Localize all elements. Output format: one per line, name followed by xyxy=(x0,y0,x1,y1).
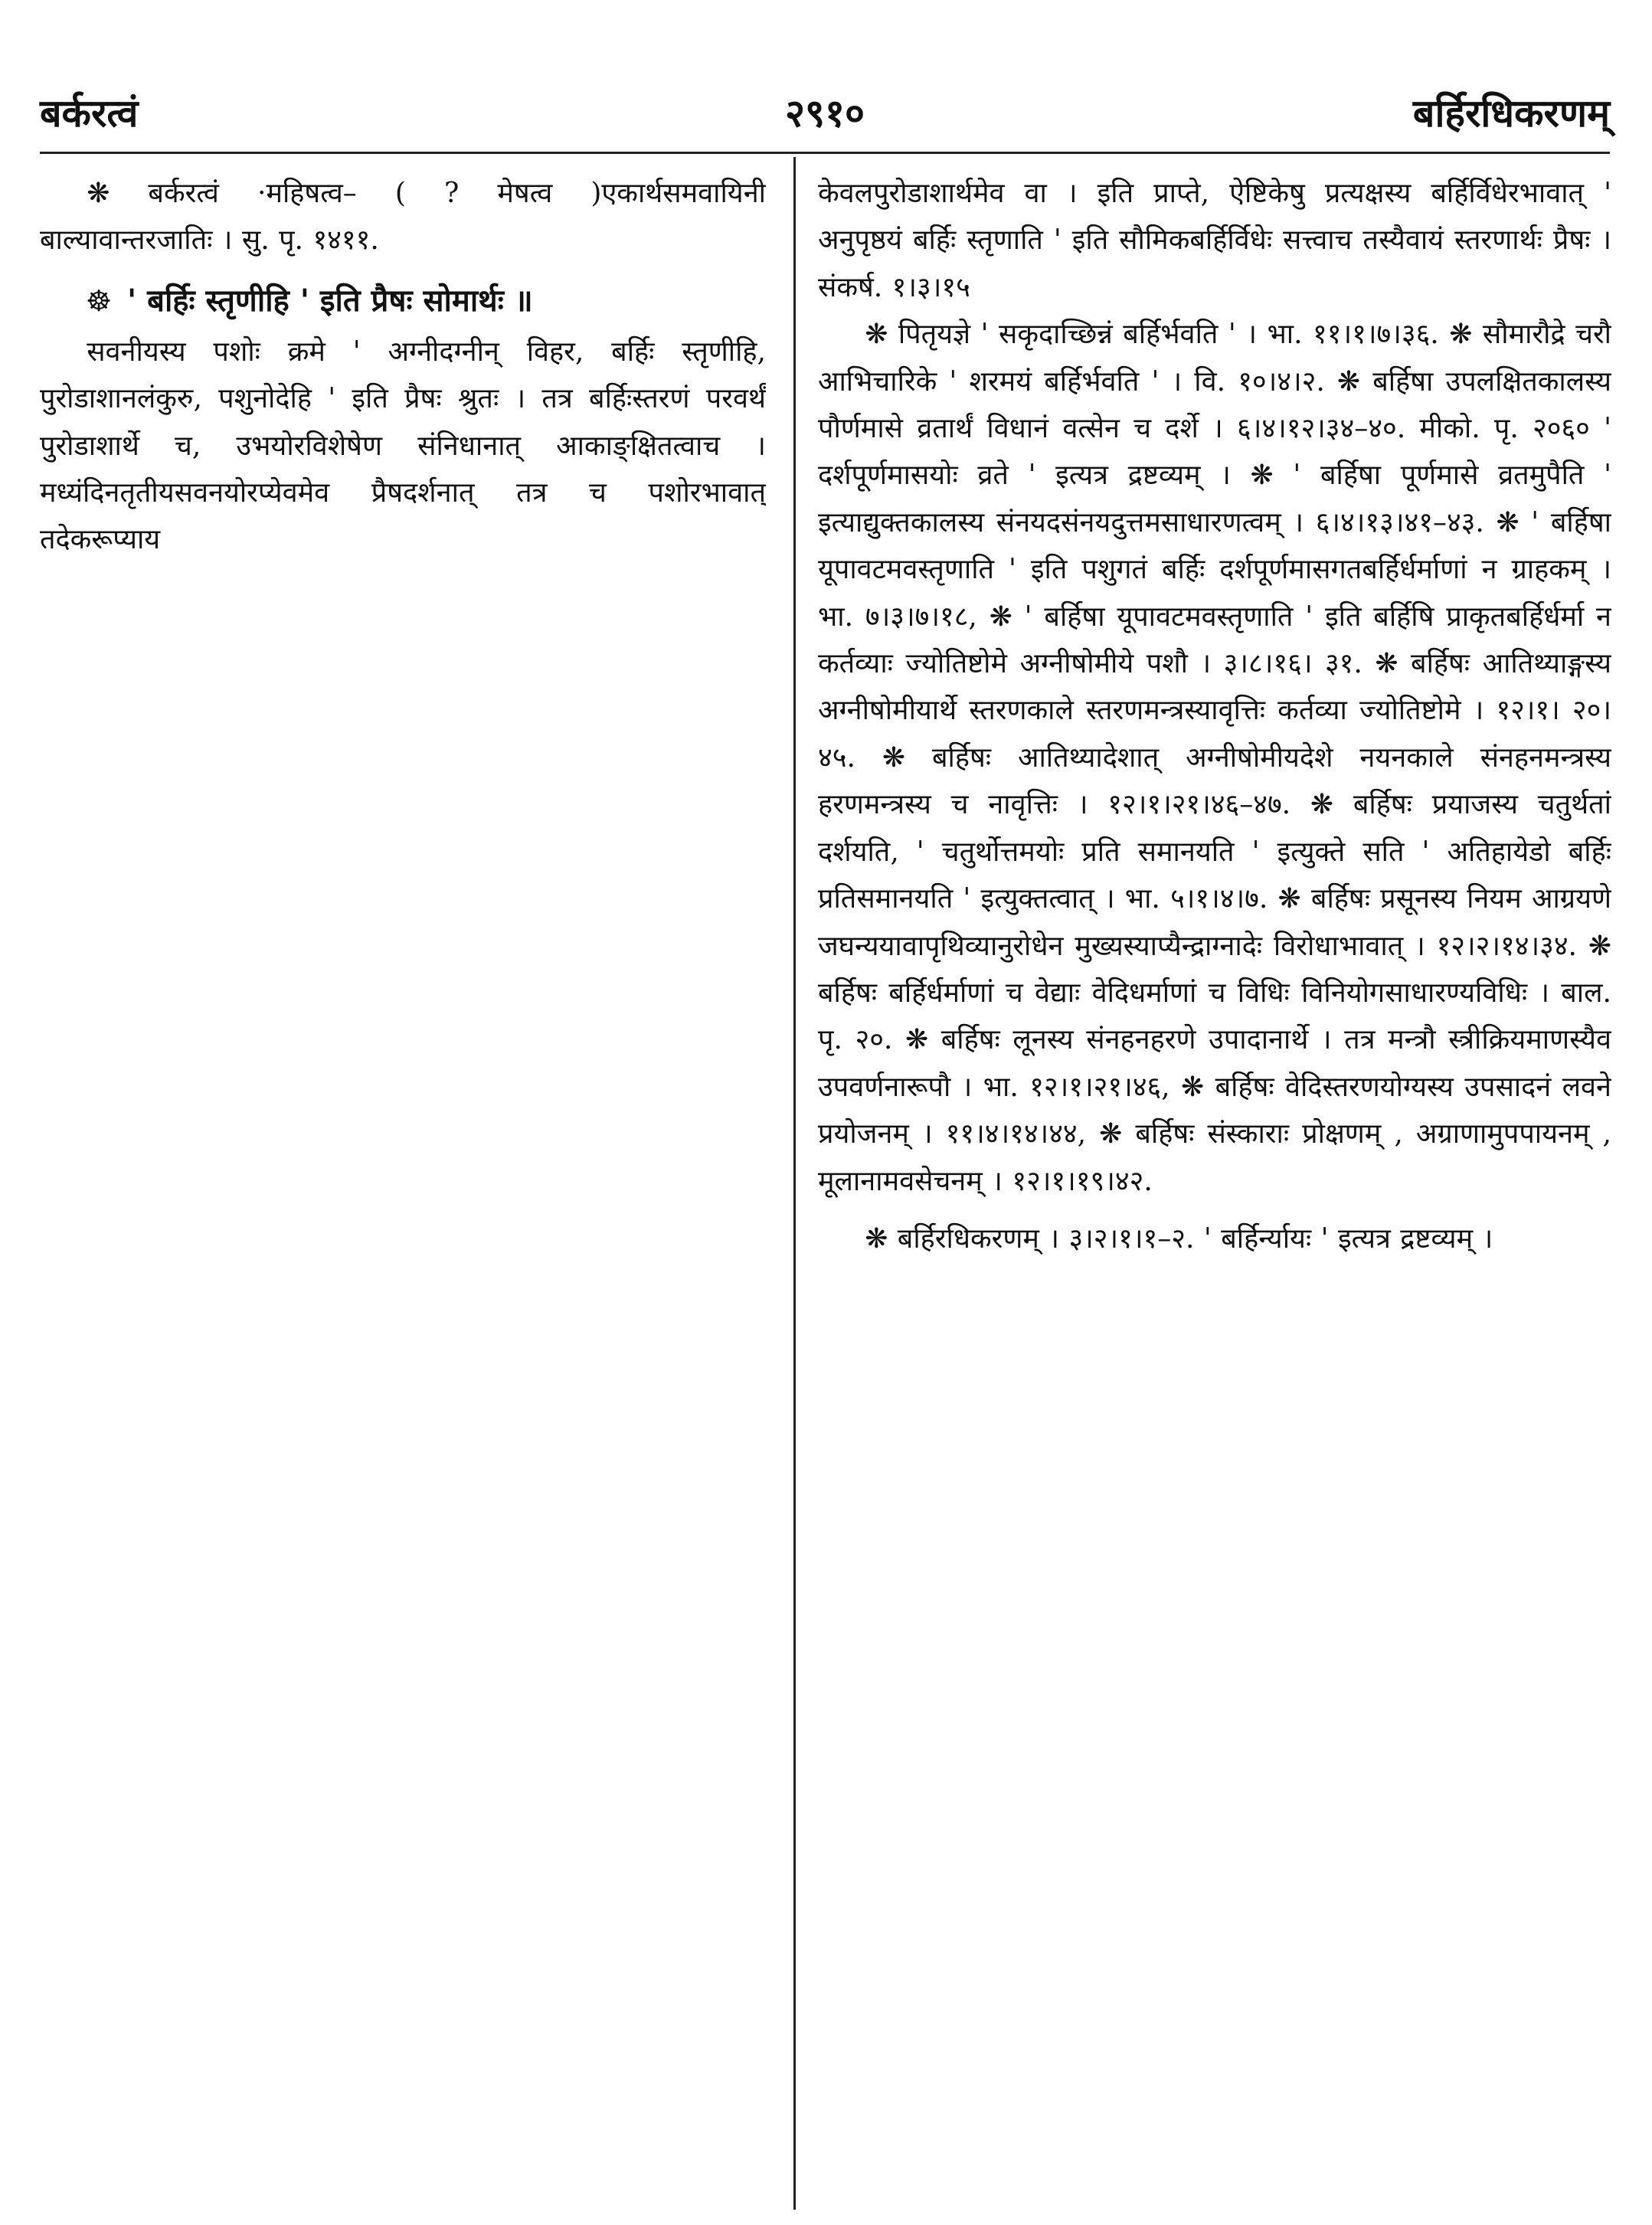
section-heading xyxy=(40,276,766,326)
entry-paragraph: केवलपुरोडाशार्थमेव वा । इति प्राप्ते, ऐष्टिकेषु प्रत्यक्षस्य बर्हिर्विधेरभावात् ' अनुपृष्ठयं बर्हिः स्तृणाति ' इति सौमिकबर्हिर्विधेः सत्त्वाच तस्यैवायं स्तरणार्थः प्रैषः । संकर्ष. १।३।१५ xyxy=(818,178,1611,303)
entry-paragraph: ❋ पितृयज्ञे ' सकृदाच्छिन्नं बर्हिर्भवति ' । भा. ११।१।७।३६. ❋ सौमारौद्रे चरौ आभिचारिके ' शरमयं बर्हिर्भवति ' । वि. १०।४।२. ❋ बर्हिषा उपलक्षितकालस्य पौर्णमासे व्रतार्थं विधानं वत्सेन च दर्शे । ६।४।१२।३४–४०. मीको. पृ. २०६० ' दर्शपूर्णमासयोः व्रते ' इत्यत्र द्रष्टव्यम् । ❋ ' बर्हिषा पूर्णमासे व्रतमुपैति ' इत्याद्युक्तकालस्य संनयदसंनयदुत्तमसाधारणत्वम् । ६।४।१३।४१–४३. ❋ ' बर्हिषा यूपावटमवस्तृणाति ' इति पशुगतं बर्हिः दर्शपूर्णमासगतबर्हिर्धर्माणां न ग्राहकम् । भा. ७।३।७।१८, ❋ ' बर्हिषा यूपावटमवस्तृणाति ' इति बर्हिषि प्राकृतबर्हिर्धर्मा न कर्तव्याः ज्योतिष्टोमे अग्नीषोमीये पशौ । ३।८।१६। ३१. ❋ बर्हिषः आतिथ्याङ्गस्य अग्नीषोमीयार्थे स्तरणकाले स्तरणमन्त्रस्यावृत्तिः कर्तव्या ज्योतिष्टोमे । १२।१। २०।४५. ❋ बर्हिषः आतिथ्यादेशात् अग्नीषोमीयदेशे नयनकाले संनहनमन्त्रस्य हरणमन्त्रस्य च नावृत्तिः । १२।१।२१।४६–४७. ❋ बर्हिषः प्रयाजस्य चतुर्थतां दर्शयति, ' चतुर्थोत्तमयोः प्रति समानयति ' इत्युक्ते सति ' अतिहायेडो बर्हिः प्रतिसमानयति ' इत्युक्तत्वात् । भा. ५।१।४।७. ❋ बर्हिषः प्रसूनस्य नियम आग्रयणे जघन्ययावापृथिव्यानुरोधेन मुख्यस्याप्यैन्द्राग्नादेः विरोधाभावात् । १२।२।१४।३४. ❋ बर्हिषः बर्हिर्धर्माणां च वेद्याः वेदिधर्माणां च विधिः विनियोगसाधारण्यविधिः । बाल. पृ. २०. ❋ बर्हिषः लूनस्य संनहनहरणे उपादानार्थे । तत्र मन्त्रौ स्त्रीक्रियमाणस्यैव उपवर्णनारूपौ । भा. १२।१।२१।४६, ❋ बर्हिषः वेदिस्तरणयोग्यस्य उपसादनं लवने प्रयोजनम् । ११।४।१४।४४, ❋ बर्हिषः संस्काराः प्रोक्षणम् , अग्राणामुपपायनम् , मूलानामवसेचनम् । १२।१।१९।४२. xyxy=(818,319,1611,1197)
column-divider xyxy=(793,157,796,2210)
section-heading-text: ' बर्हिः स्तृणीहि ' इति प्रैषः सोमार्थः ॥ xyxy=(126,282,533,319)
running-head-left: बर्करत्वं xyxy=(40,90,139,136)
entry-paragraph: ❋ बर्करत्वं ·महिषत्व– ( ? मेषत्व )एकार्थसमवायिनी बाल्यावान्तरजातिः । सु. पृ. १४११. xyxy=(40,178,766,257)
left-column xyxy=(40,170,766,2215)
page-number: २९१० xyxy=(785,90,865,136)
running-head xyxy=(40,83,1610,146)
final-entry: ❋ बर्हिरधिकरणम् । ३।२।१।१–२. ' बर्हिर्न्यायः ' इत्यत्र द्रष्टव्यम् । xyxy=(865,1222,1493,1255)
header-rule xyxy=(40,152,1610,154)
entry-paragraph: सवनीयस्य पशोः क्रमे ' अग्नीदग्नीन् विहर, बर्हिः स्तृणीहि, पुरोडाशानलंकुरु, पशुनोदेहि ' इति प्रैषः श्रुतः । तत्र बर्हिःस्तरणं परवर्थं पुरोडाशार्थे च, उभयोरविशेषेण संनिधानात् आकाङ्क्षितत्वाच । मध्यंदिनतृतीयसवनयोरप्येवमेव प्रैषदर्शनात् तत्र च पशोरभावात् तदेकरूप्याय xyxy=(40,335,766,556)
right-column xyxy=(818,170,1611,2215)
running-head-right: बर्हिरधिकरणम् xyxy=(1412,90,1610,136)
ornament-icon: ☸ xyxy=(86,283,113,318)
